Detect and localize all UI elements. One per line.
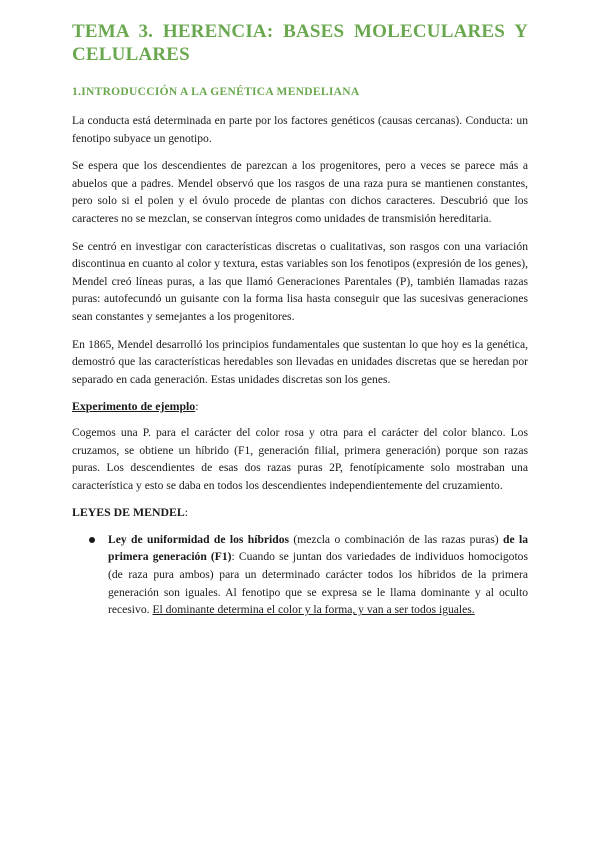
document-page bbox=[72, 20, 528, 619]
paragraph-1865: En 1865, Mendel desarrolló los principios fundamentales que sustentan lo que hoy es la genética, demostró que las características heredables son llevadas en unidades discretas que se heredan por separado en cada generación. Estas unidades discretas son los genes. bbox=[72, 337, 528, 386]
law1-underlined: El dominante determina el color y la forma, y van a ser todos iguales. bbox=[152, 603, 475, 617]
law1-title: Ley de uniformidad de los híbridos bbox=[108, 532, 290, 546]
list-item-law-uniformidad bbox=[72, 531, 528, 619]
laws-heading-label: LEYES DE MENDEL bbox=[72, 505, 185, 520]
law1-title2: de la primera generación (F1) bbox=[108, 532, 529, 564]
section-heading-introduction: 1.INTRODUCCIÓN A LA GENÉTICA MENDELIANA bbox=[72, 86, 360, 98]
paragraph-experiment: Cogemos una P. para el carácter del color rosa y otra para el carácter del color blanco. Los cruzamos, se obtiene un híbrido (F1, generación filial, primera generación) porque son razas puras. Los descendientes de esas dos razas puras 2P, fenotípicamente solo mostraban una característica y esto se daba en todos los descendientes independientemente del cruzamiento. bbox=[72, 425, 528, 492]
laws-heading-colon: : bbox=[184, 505, 189, 520]
experiment-heading-label: Experimento de ejemplo bbox=[72, 399, 196, 414]
paragraph-caracteristicas: Se centró en investigar con características discretas o cualitativas, son rasgos con una variación discontinua en cuanto al color y textura, estas variables son los fenotipos (expresión de los genes), Mendel creó líneas puras, a las que llamó Generaciones Parentales (P), también llamadas razas puras: autofecundó un guisante con la forma lisa hasta conseguir que las sucesivas generaciones sean constantes y semejantes a los progenitores. bbox=[72, 239, 528, 323]
law1-text: : Cuando se juntan dos variedades de individuos homocigotos (de raza pura ambos) para un determinado carácter todos los híbridos de la primera generación son iguales. Al fenotipo que se expresa se le llama dominante y al oculto recesivo. bbox=[108, 550, 528, 617]
experiment-heading bbox=[72, 398, 528, 416]
bullet-icon bbox=[89, 537, 95, 543]
paragraph-descendientes: Se espera que los descendientes de parezcan a los progenitores, pero a veces se parece más a abuelos que a padres. Mendel observó que los rasgos de una raza pura se mantienen constantes, pero solo si el polen y el óvulo procede de plantas con dichos caracteres. Descubrió que los caracteres no se mezclan, se conservan íntegros como unidades de transmisión hereditaria. bbox=[72, 159, 528, 225]
law1-paren: (mezcla o combinación de las razas puras) bbox=[289, 532, 504, 546]
laws-list bbox=[72, 531, 528, 619]
experiment-heading-colon: : bbox=[195, 399, 199, 414]
document-title: TEMA 3. HERENCIA: BASES MOLECULARES Y CELULARES bbox=[72, 21, 528, 65]
paragraph-conducta: La conducta está determinada en parte por los factores genéticos (causas cercanas). Conducta: un fenotipo subyace un genotipo. bbox=[72, 114, 528, 145]
laws-heading bbox=[72, 504, 528, 522]
